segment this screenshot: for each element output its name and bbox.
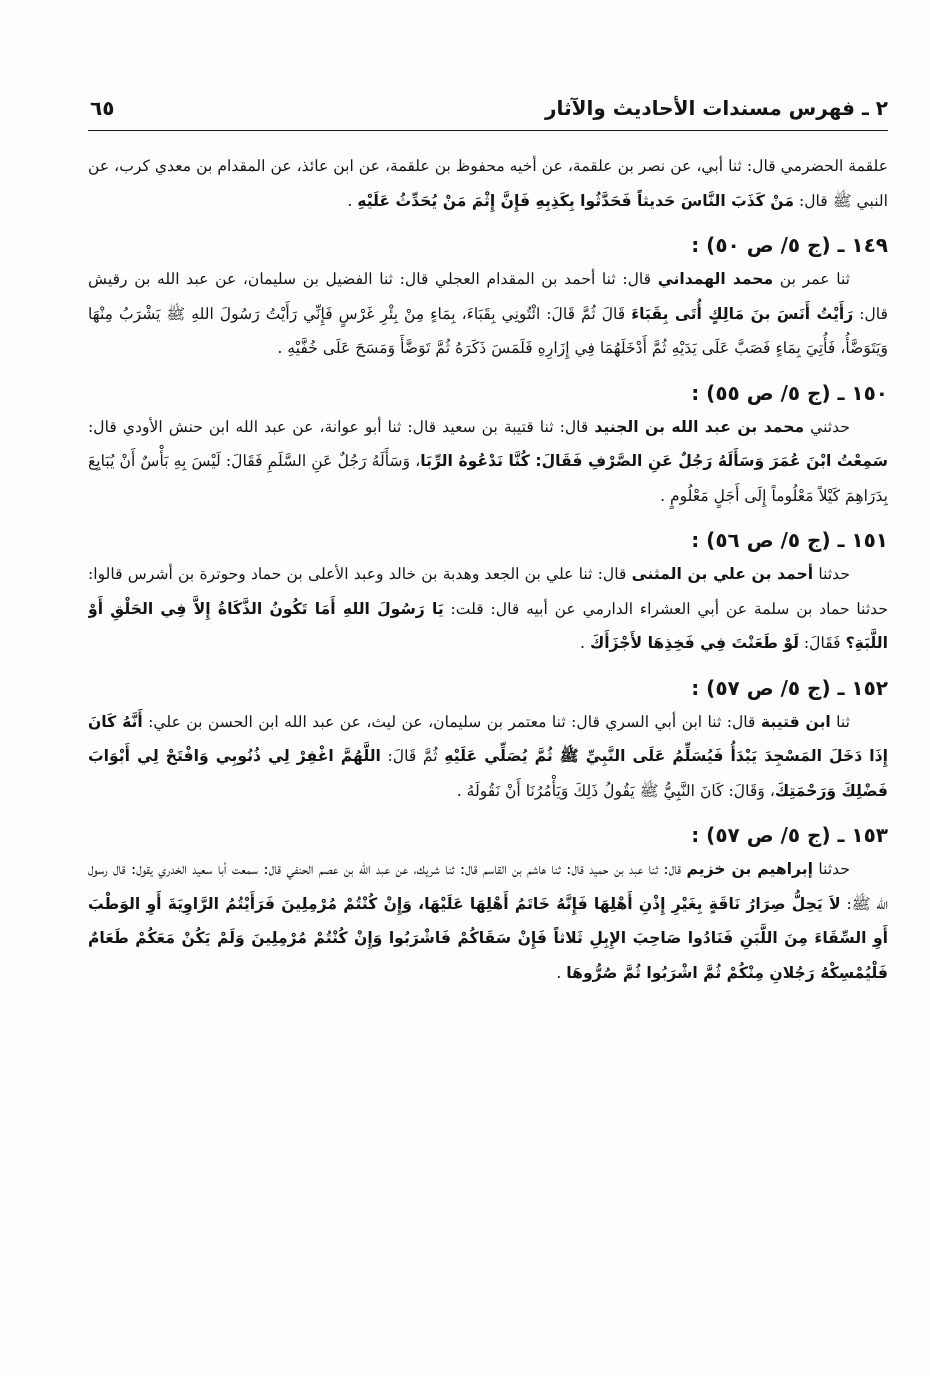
entry-heading-153: ١٥٣ ـ (ج ٥/ ص ٥٧) :: [691, 823, 888, 847]
hadith-text: لَوْ طَعَنْتَ فِي فَخِذِهَا لأَجْزَأَكَ: [589, 634, 799, 652]
narrator-name: إبراهيم بن خزيم: [686, 860, 813, 878]
continuation-paragraph: علقمة الحضرمي قال: ثنا أبي، عن نصر بن علقمة، عن أخيه محفوظ بن علقمة، عن ابن عائذ، عن المقدام بن معدي كرب، عن النبي ﷺ قال: مَنْ كَذَبَ النَّاسَ حَديثاً فَحَدَّثُوا بِكَذِبِهِ فَإِنَّ إِثْمَ مَنْ يُحَدِّثُ عَلَيْهِ .: [88, 157, 888, 210]
hadith-text: رَأَيْتُ أَنَسَ بنَ مَالِكٍ أُتَى بِقَبَاءَ: [631, 304, 854, 323]
narrator-name: محمد بن عبد الله بن الجنيد: [594, 417, 805, 436]
hadith-text: اللَّهُمَّ اغْفِرْ لِي ذُنُوبِي وَافْتَحْ لِي أَبْوَابَ فَضْلِكَ وَرَحْمَتِكَ: [88, 747, 888, 800]
narrator-name: محمد الهمداني: [657, 270, 774, 288]
running-title: ٢ ـ فهرس مسندات الأحاديث والآثار: [545, 96, 888, 120]
hadith-text: سَمِعْتُ ابْنَ عُمَرَ وَسَأَلَهُ رَجُلٌ عَنِ الصَّرْفِ فَقَالَ: كُنَّا نَدْعُوهُ الرِّبَا: [420, 452, 888, 470]
hadith-text: أَنَّهُ كَانَ إِذَا دَخَلَ المَسْجِدَ يَبْدَأُ فَيُسَلِّمُ عَلَى النَّبِيِّ ﷺ ثُمَّ يُصَلِّي عَلَيْهِ: [88, 712, 888, 765]
book-page: [88, 92, 888, 1342]
entry-text-153: حدثنا إبراهيم بن خزيم قال: ثنا عبد بن حميد قال: ثنا هاشم بن القاسم قال: ثنا شريك، عن عبد الله بن عصم الحنفي قال: سمعت أبا سعيد الخدري يقول: قال رسول الله ﷺ: لاَ يَحِلُّ صِرَارُ نَاقَةٍ بِغَيْرِ إِذْنِ أَهْلِهَا فَإِنَّهُ خَاتَمُ أَهْلِهَا عَلَيْهَا، وَإِنْ كُنْتُمْ مُرْمِلِينَ فَرَأَيْتُمُ الرَّاوِيَةَ أَوِ الوَطْبَ أَوِ السِّقَاءَ مِنَ اللَّبَنِ فَنَادُوا صَاحِبَ الإِبِلِ ثَلاثاً فَإِنْ سَقَاكُمْ فَاشْرَبُوا وَإِنْ كُنْتُمْ مُرْمِلِينَ وَلَمْ يَكُنْ مَعَكُمْ طَعَامٌ فَلْيُمْسِكْهُ رَجُلانِ مِنْكُمْ ثُمَّ اشْرَبُوا ثُمَّ صُرُّوهَا .: [88, 860, 888, 982]
entry-text-151: حدثنا أحمد بن علي بن المثنى قال: ثنا علي بن الجعد وهدبة بن خالد وعبد الأعلى بن حماد وحوترة بن أشرس قالوا: حدثنا حماد بن سلمة عن أبي العشراء الدارمي عن أبيه قال: قلت: يَا رَسُولَ اللهِ أَمَا تَكُونُ الذَّكَاةُ إِلاَّ فِي الحَلْقِ أَوْ اللَّبَةِ؟ فَقَالَ: لَوْ طَعَنْتَ فِي فَخِذِهَا لأَجْزَأَكَ .: [88, 565, 888, 652]
entry-text-150: حدثني محمد بن عبد الله بن الجنيد قال: ثنا قتيبة بن سعيد قال: ثنا أبو عوانة، عن عبد الله ابن حنش الأودي قال: سَمِعْتُ ابْنَ عُمَرَ وَسَأَلَهُ رَجُلٌ عَنِ الصَّرْفِ فَقَالَ: كُنَّا نَدْعُوهُ الرِّبَا، وَسَأَلَهُ رَجُلٌ عَنِ السَّلَمِ فَقَالَ: لَيْسَ بِهِ بَأْسٌ أَنْ يُبَايِعَ بِدَرَاهِمَ كَيْلاً مَعْلُوماً إِلَى أَجَلٍ مَعْلُومٍ .: [88, 417, 888, 505]
running-header: [88, 92, 888, 131]
entry-text-152: ثنا ابن قتيبة قال: ثنا ابن أبي السري قال: ثنا معتمر بن سليمان، عن ليث، عن عبد الله ابن الحسن بن علي: أَنَّهُ كَانَ إِذَا دَخَلَ المَسْجِدَ يَبْدَأُ فَيُسَلِّمُ عَلَى النَّبِيِّ ﷺ ثُمَّ يُصَلِّي عَلَيْهِ ثُمَّ قَالَ: اللَّهُمَّ اغْفِرْ لِي ذُنُوبِي وَافْتَحْ لِي أَبْوَابَ فَضْلِكَ وَرَحْمَتِكَ، وَقَالَ: كَانَ النَّبِيُّ ﷺ يَقُولُ ذَلِكَ وَيَأْمُرُنَا أَنْ نَقُولَهُ .: [88, 712, 888, 800]
narrator-name: أحمد بن علي بن المثنى: [631, 565, 814, 583]
narrator-name: ابن قتيبة: [760, 712, 831, 731]
entry-heading-152: ١٥٢ ـ (ج ٥/ ص ٥٧) :: [691, 675, 888, 700]
entry-heading-150: ١٥٠ ـ (ج ٥/ ص ٥٥) :: [691, 380, 888, 405]
page-number: ٦٥: [90, 96, 115, 120]
entry-heading-149: ١٤٩ ـ (ج ٥/ ص ٥٠) :: [691, 233, 888, 257]
hadith-text: يَا رَسُولَ اللهِ أَمَا تَكُونُ الذَّكَاةُ إِلاَّ فِي الحَلْقِ أَوْ اللَّبَةِ؟: [88, 599, 888, 652]
entry-heading-151: ١٥١ ـ (ج ٥/ ص ٥٦) :: [691, 528, 888, 552]
hadith-text: لاَ يَحِلُّ صِرَارُ نَاقَةٍ بِغَيْرِ إِذْنِ أَهْلِهَا فَإِنَّهُ خَاتَمُ أَهْلِهَا عَلَيْهَا، وَإِنْ كُنْتُمْ مُرْمِلِينَ فَرَأَيْتُمُ الرَّاوِيَةَ أَوِ الوَطْبَ أَوِ السِّقَاءَ مِنَ اللَّبَنِ فَنَادُوا صَاحِبَ الإِبِلِ ثَلاثاً فَإِنْ سَقَاكُمْ فَاشْرَبُوا وَإِنْ كُنْتُمْ مُرْمِلِينَ وَلَمْ يَكُنْ مَعَكُمْ طَعَامٌ فَلْيُمْسِكْهُ رَجُلانِ مِنْكُمْ ثُمَّ اشْرَبُوا ثُمَّ صُرُّوهَا: [88, 894, 888, 982]
hadith-text: مَنْ كَذَبَ النَّاسَ حَديثاً فَحَدَّثُوا بِكَذِبِهِ فَإِنَّ إِثْمَ مَنْ يُحَدِّثُ عَلَيْهِ: [357, 191, 794, 210]
entry-text-149: ثنا عمر بن محمد الهمداني قال: ثنا أحمد بن المقدام العجلي قال: ثنا الفضيل بن سليمان، عن عبد الله بن رقيش قال: رَأَيْتُ أَنَسَ بنَ مَالِكٍ أُتَى بِقَبَاءَ قَالَ ثُمَّ قَالَ: ائْتُونِي بِقَبَاءَ، بِمَاءٍ مِنْ بِئْرِ غَرْسٍ فَإِنِّي رَأَيْتُ رَسُولَ اللهِ ﷺ يَشْرَبُ مِنْهَا وَيَتَوَضَّأُ، فَأُتِيَ بِمَاءٍ فَصَبَّ عَلَى يَدَيْهِ ثُمَّ أَدْخَلَهُمَا فِي إِزَارِهِ فَلَمَسَ ذَكَرَهُ ثُمَّ تَوَضَّأَ وَمَسَحَ عَلَى خُفَّيْهِ .: [88, 270, 888, 357]
